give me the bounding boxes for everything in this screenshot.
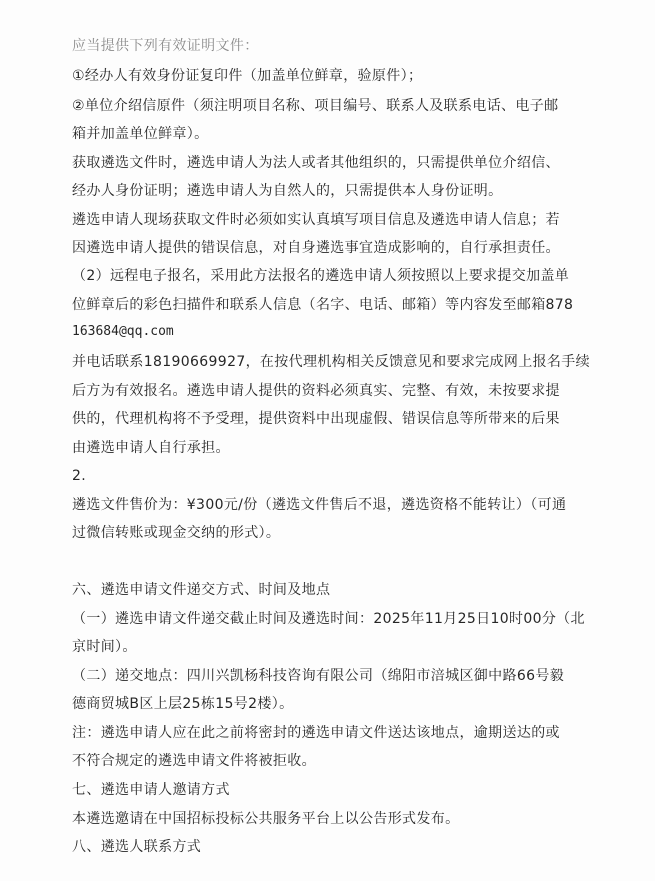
text-line: 本遴选邀请在中国招标投标公共服务平台上以公告形式发布。 <box>72 811 460 827</box>
text-line: （2）远程电子报名，采用此方法报名的遴选申请人须按照以上要求提交加盖单 <box>72 268 570 284</box>
text-line: ①经办人有效身份证复印件（加盖单位鲜章，验原件）； <box>72 68 423 84</box>
text-line: 过微信转账或现金交纳的形式）。 <box>72 525 281 541</box>
text-line: 注：遴选申请人应在此之前将密封的遴选申请文件送达该地点，逾期送达的或 <box>72 725 560 741</box>
text-line: 获取遴选文件时，遴选申请人为法人或者其他组织的，只需提供单位介绍信、 <box>72 155 560 171</box>
text-line: 因遴选申请人提供的错误信息，对自身遴选事宜造成影响的，自行承担责任。 <box>72 240 560 256</box>
text-line: 供的，代理机构将不予受理，提供资料中出现虚假、错误信息等所带来的后果 <box>72 411 560 427</box>
text-line: 后方为有效报名。遴选申请人提供的资料必须真实、完整、有效，未按要求提 <box>72 383 560 399</box>
text-line: 遴选文件售价为：¥300元/份（遴选文件售后不退，遴选资格不能转让）（可通 <box>72 497 567 513</box>
section-heading: 六、遴选申请文件递交方式、时间及地点 <box>72 582 331 598</box>
text-line: 京时间）。 <box>72 639 137 655</box>
text-line: 遴选申请人现场获取文件时必须如实认真填写项目信息及遴选申请人信息；若 <box>72 212 560 228</box>
text-line: 2. <box>72 468 87 484</box>
text-line: 不符合规定的遴选申请文件将被拒收。 <box>72 753 316 769</box>
section-heading: 七、遴选申请人邀请方式 <box>72 782 230 798</box>
text-line: 应当提供下列有效证明文件： <box>72 38 259 54</box>
section-heading: 八、遴选人联系方式 <box>72 839 202 855</box>
email-line: 163684@qq.com <box>72 324 174 339</box>
text-line: 箱并加盖单位鲜章）。 <box>72 126 209 142</box>
text-line: ②单位介绍信原件（须注明项目名称、项目编号、联系人及联系电话、电子邮 <box>72 98 559 114</box>
text-line: 并电话联系18190669927，在按代理机构相关反馈意见和要求完成网上报名手续 <box>72 354 590 370</box>
text-line: 德商贸城B区上层25栋15号2楼）。 <box>72 696 294 712</box>
text-line: （一）遴选申请文件递交截止时间及遴选时间：2025年11月25日10时00分（北 <box>72 611 585 627</box>
text-line: 由遴选申请人自行承担。 <box>72 440 230 456</box>
text-line: 位鲜章后的彩色扫描件和联系人信息（名字、电话、邮箱）等内容发至邮箱878 <box>72 297 574 313</box>
text-line: （二）递交地点：四川兴凯杨科技咨询有限公司（绵阳市涪城区御中路66号毅 <box>72 668 565 684</box>
text-line: 经办人身份证明；遴选申请人为自然人的，只需提供本人身份证明。 <box>72 183 503 199</box>
